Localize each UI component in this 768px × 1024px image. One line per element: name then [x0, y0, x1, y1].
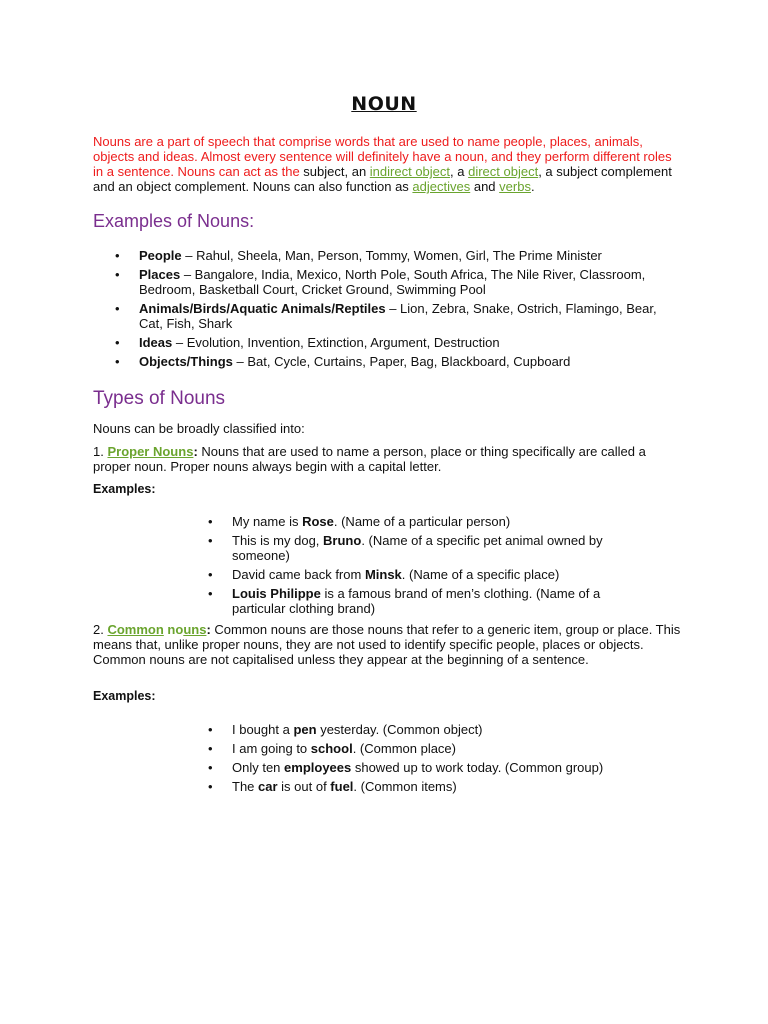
list-item [208, 533, 652, 563]
proper-examples-label: Examples: [93, 482, 156, 496]
direct-object-link[interactable]: direct object [468, 164, 539, 179]
bullet-icon: • [208, 533, 213, 548]
proper-colon: : [193, 444, 198, 459]
item-bold: Bruno [323, 533, 362, 548]
item-text: . (Name of a particular person) [333, 514, 511, 529]
example-text: – Lion, Zebra, Snake, Ostrich, Flamingo, Bear, Cat, Fish, Shark [139, 301, 657, 331]
common-colon: : [206, 622, 211, 637]
common-nouns-link-part[interactable]: no [163, 622, 184, 637]
item-bold: employees [284, 760, 352, 775]
bullet-icon: • [115, 335, 120, 350]
verbs-link[interactable]: verbs [499, 179, 531, 194]
list-item [208, 586, 652, 616]
intro-text: , a [450, 164, 469, 179]
common-number: 2. [93, 622, 108, 637]
example-label: Places [139, 267, 181, 282]
item-bold: Louis Philippe [232, 586, 321, 601]
bullet-icon: • [208, 741, 213, 756]
item-text: showed up to work today. (Common group) [351, 760, 604, 775]
bullet-icon: • [115, 248, 120, 263]
common-nouns-link[interactable]: Common [107, 622, 164, 637]
bullet-icon: • [208, 760, 213, 775]
proper-number: 1. [93, 444, 108, 459]
item-bold: fuel [330, 779, 354, 794]
list-item [208, 567, 652, 582]
examples-list [115, 248, 679, 373]
item-text: is a famous brand of men’s clothing. (Name of a particular clothing brand) [232, 586, 601, 616]
item-text: . (Name of a specific place) [401, 567, 560, 582]
item-text: I bought a [232, 722, 294, 737]
item-text: . (Name of a specific pet animal owned by someone) [232, 533, 603, 563]
bullet-icon: • [115, 301, 120, 316]
list-item [208, 741, 652, 756]
proper-definition: Nouns that are used to name a person, place or thing specifically are called a proper noun. Proper nouns always begin with a capital letter. [93, 444, 646, 474]
item-text: My name is [232, 514, 303, 529]
item-text: yesterday. (Common object) [316, 722, 483, 737]
list-item [208, 779, 652, 794]
list-item [115, 301, 679, 331]
proper-nouns-link[interactable]: Proper Nouns [107, 444, 194, 459]
list-item [115, 354, 679, 369]
example-text: – Rahul, Sheela, Man, Person, Tommy, Women, Girl, The Prime Minister [181, 248, 602, 263]
item-bold: Minsk [364, 567, 402, 582]
bullet-icon: • [208, 779, 213, 794]
example-text: – Evolution, Invention, Extinction, Argument, Destruction [172, 335, 500, 350]
bullet-icon: • [208, 722, 213, 737]
bullet-icon: • [115, 267, 120, 282]
proper-nouns-paragraph [93, 444, 683, 474]
common-nouns-paragraph [93, 622, 683, 667]
common-nouns-link-part[interactable]: uns [183, 622, 207, 637]
intro-text: , a subject complement and an object complement. Nouns can also function as [93, 164, 672, 194]
list-item [208, 760, 652, 775]
item-bold: school [310, 741, 353, 756]
example-text: – Bangalore, India, Mexico, North Pole, South Africa, The Nile River, Classroom, Bedroom, Basketball Court, Cricket Ground, Swimming Pool [139, 267, 646, 297]
intro-text: subject, an [299, 164, 370, 179]
item-bold: car [258, 779, 278, 794]
list-item [115, 267, 679, 297]
item-text: I am going to [232, 741, 311, 756]
item-text: The [232, 779, 259, 794]
common-definition: Common nouns are those nouns that refer to a generic item, group or place. This means that, unlike proper nouns, they are not used to identify specific people, places or objects. Common nouns are not capitalised unless they appear at the beginning of a sentence. [93, 622, 681, 667]
bullet-icon: • [208, 514, 213, 529]
example-label: Objects/Things [139, 354, 233, 369]
example-text: – Bat, Cycle, Curtains, Paper, Bag, Blackboard, Cupboard [232, 354, 571, 369]
item-text: David came back from [232, 567, 365, 582]
list-item [208, 514, 652, 529]
types-intro: Nouns can be broadly classified into: [93, 421, 305, 436]
examples-heading: Examples of Nouns: [93, 211, 255, 231]
common-examples-label: Examples: [93, 689, 156, 703]
item-text: . (Common place) [352, 741, 456, 756]
intro-paragraph [93, 134, 683, 194]
item-bold: pen [293, 722, 317, 737]
page-title: NOUN [351, 93, 417, 115]
example-label: Ideas [139, 335, 173, 350]
item-text: Only ten [232, 760, 285, 775]
bullet-icon: • [208, 567, 213, 582]
item-text: is out of [277, 779, 331, 794]
bullet-icon: • [115, 354, 120, 369]
list-item [115, 335, 679, 350]
list-item [115, 248, 679, 263]
list-item [208, 722, 652, 737]
proper-examples-list [208, 514, 652, 620]
item-text: This is my dog, [232, 533, 324, 548]
intro-text: and [470, 179, 500, 194]
indirect-object-link[interactable]: indirect object [369, 164, 451, 179]
intro-text: . [530, 179, 535, 194]
types-heading: Types of Nouns [93, 388, 226, 409]
intro-red-text: Nouns are a part of speech that comprise words that are used to name people, places, animals, objects and ideas. Almost every sentence will definitely have a noun, and they perform different roles in a sentence. Nouns can act as the [93, 134, 672, 179]
bullet-icon: • [208, 586, 213, 601]
item-text: . (Common items) [353, 779, 457, 794]
common-examples-list [208, 722, 652, 798]
adjectives-link[interactable]: adjectives [412, 179, 471, 194]
example-label: Animals/Birds/Aquatic Animals/Reptiles [139, 301, 386, 316]
example-label: People [139, 248, 182, 263]
item-bold: Rose [302, 514, 334, 529]
